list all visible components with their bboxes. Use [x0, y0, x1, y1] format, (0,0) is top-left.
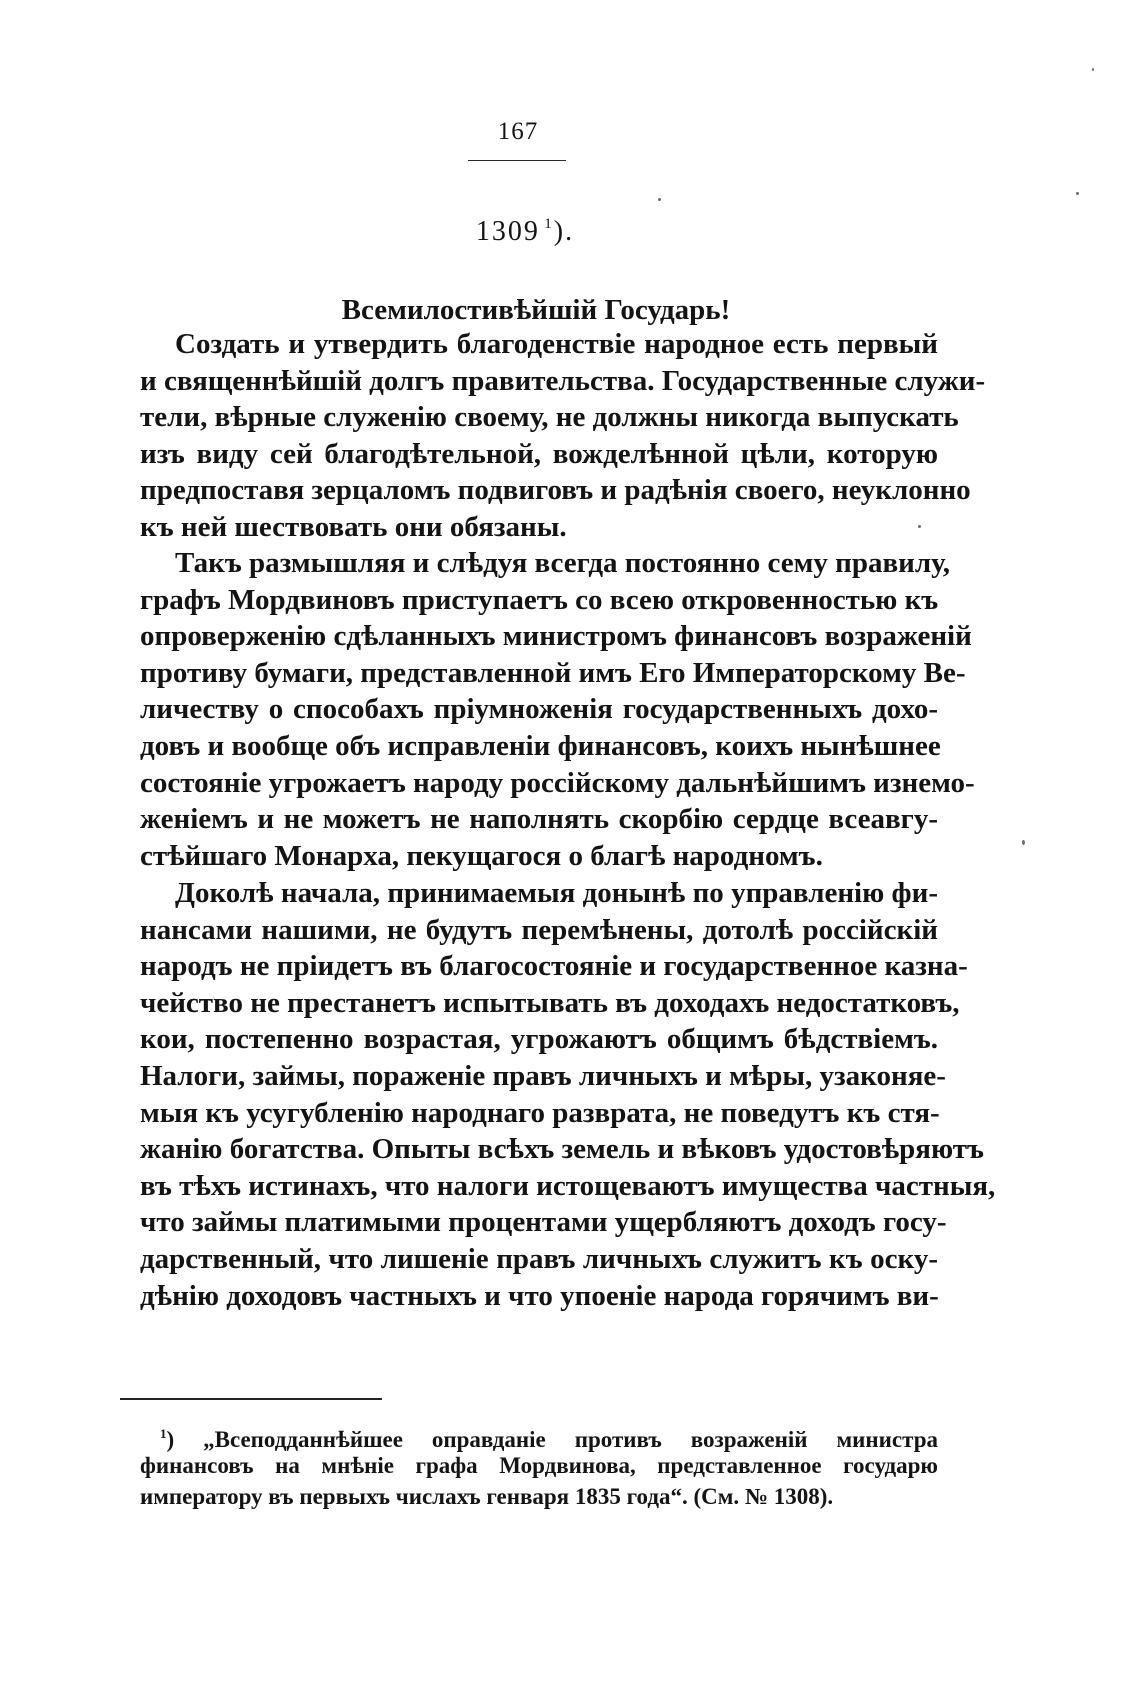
paragraph-line: чейство не престанетъ испытывать въ доходахъ недостатковъ,: [140, 986, 960, 1019]
footnote: [140, 1418, 938, 1513]
page-number-rule: [468, 160, 566, 161]
paragraph-line: стѣйшаго Монарха, пекущагося о благѣ народномъ.: [140, 839, 823, 872]
footnote-line: финансовъ на мнѣнiе графа Мордвинова, представленное государю: [140, 1452, 938, 1478]
paragraph-line: противу бумаги, представленной имъ Его Императорскому Ве-: [140, 656, 966, 689]
footnote-separator: [120, 1398, 382, 1400]
paragraph-line: въ тѣхъ истинахъ, что налоги истощеваютъ имущества частныя,: [140, 1169, 996, 1202]
document-footnote-marker: 1: [544, 216, 554, 232]
paragraph-line: къ ней шествовать они обязаны.: [140, 510, 567, 543]
scan-speck: [1092, 68, 1094, 71]
paragraph-line: и священнѣйшiй долгъ правительства. Государственные служи-: [140, 364, 986, 397]
paragraph-line: нансами нашими, не будутъ перемѣнены, дотолѣ россiйскiй: [140, 913, 938, 946]
scan-speck: [918, 525, 921, 528]
scan-speck: [658, 198, 661, 201]
paragraph-line: кои, постепенно возрастая, угрожаютъ общимъ бѣдствiемъ.: [140, 1023, 938, 1056]
salutation-heading: Всемилостивѣйшiй Государь!: [341, 294, 731, 326]
paragraph-line: графъ Мордвиновъ приступаетъ со всею откровенностью къ: [140, 583, 939, 616]
paragraph-line: Создать и утвердить благоденствiе народное есть первый: [175, 328, 938, 360]
scan-speck: [1076, 192, 1079, 195]
paragraph-line: мыя къ усугубленiю народнаго разврата, не поведутъ къ стя-: [140, 1096, 940, 1129]
paragraph-line: Такъ размышляя и слѣдуя всегда постоянно сему правилу,: [175, 547, 950, 579]
paragraph-3: [140, 875, 996, 1314]
paragraph-line: дѣнiю доходовъ частныхъ и что упоенiе народа горячимъ ви-: [140, 1279, 939, 1312]
paragraph-2: [140, 545, 975, 874]
paragraph-line: Налоги, займы, пораженiе правъ личныхъ и мѣры, узаконяе-: [140, 1059, 946, 1092]
paragraph-line: опроверженiю сдѣланныхъ министромъ финансовъ возраженiй: [140, 620, 972, 653]
paragraph-line: довъ и вообще объ исправленiи финансовъ, коихъ нынѣшнее: [140, 729, 941, 762]
paragraph-line: тели, вѣрные служенiю своему, не должны никогда выпускать: [140, 401, 959, 434]
paragraph-line: женiемъ и не можетъ не наполнять скорбiю сердце всеавгу-: [140, 803, 938, 836]
footnote-line: [140, 1418, 938, 1450]
paragraph-line: изъ виду сей благодѣтельной, вожделѣнной цѣли, которую: [140, 437, 938, 470]
document-number-suffix: ).: [553, 216, 575, 247]
footnote-line-text: ) „Всеподданнѣйшее оправданiе противъ возраженiй министра: [166, 1427, 938, 1452]
paragraph-line: состоянiе угрожаетъ народу россiйскому дальнѣйшимъ изнемо-: [140, 766, 975, 799]
paragraph-1: [140, 326, 986, 546]
paragraph-line: народъ не прiидетъ въ благосостоянiе и государственное казна-: [140, 950, 968, 983]
scan-speck: [1022, 840, 1025, 845]
paragraph-line: личеству о способахъ прiумноженiя государственныхъ дохо-: [140, 693, 938, 726]
paragraph-line: жанiю богатства. Опыты всѣхъ земель и вѣковъ удостовѣряютъ: [140, 1133, 984, 1166]
document-number-heading: [420, 216, 630, 248]
document-number: 1309: [475, 216, 540, 247]
paragraph-line: дарственный, что лишенiе правъ личныхъ служитъ къ оску-: [140, 1242, 938, 1275]
paragraph-line: что займы платимыми процентами ущербляютъ доходъ госу-: [140, 1206, 947, 1239]
paragraph-line: Доколѣ начала, принимаемыя донынѣ по управленiю фи-: [175, 877, 938, 909]
footnote-marker: 1: [160, 1426, 167, 1441]
paragraph-line: предпоставя зерцаломъ подвиговъ и радѣнiя своего, неуклонно: [140, 474, 971, 507]
page-number: 167: [497, 118, 539, 145]
footnote-line: императору въ первыхъ числахъ генваря 1835 года“. (См. № 1308).: [140, 1484, 834, 1509]
